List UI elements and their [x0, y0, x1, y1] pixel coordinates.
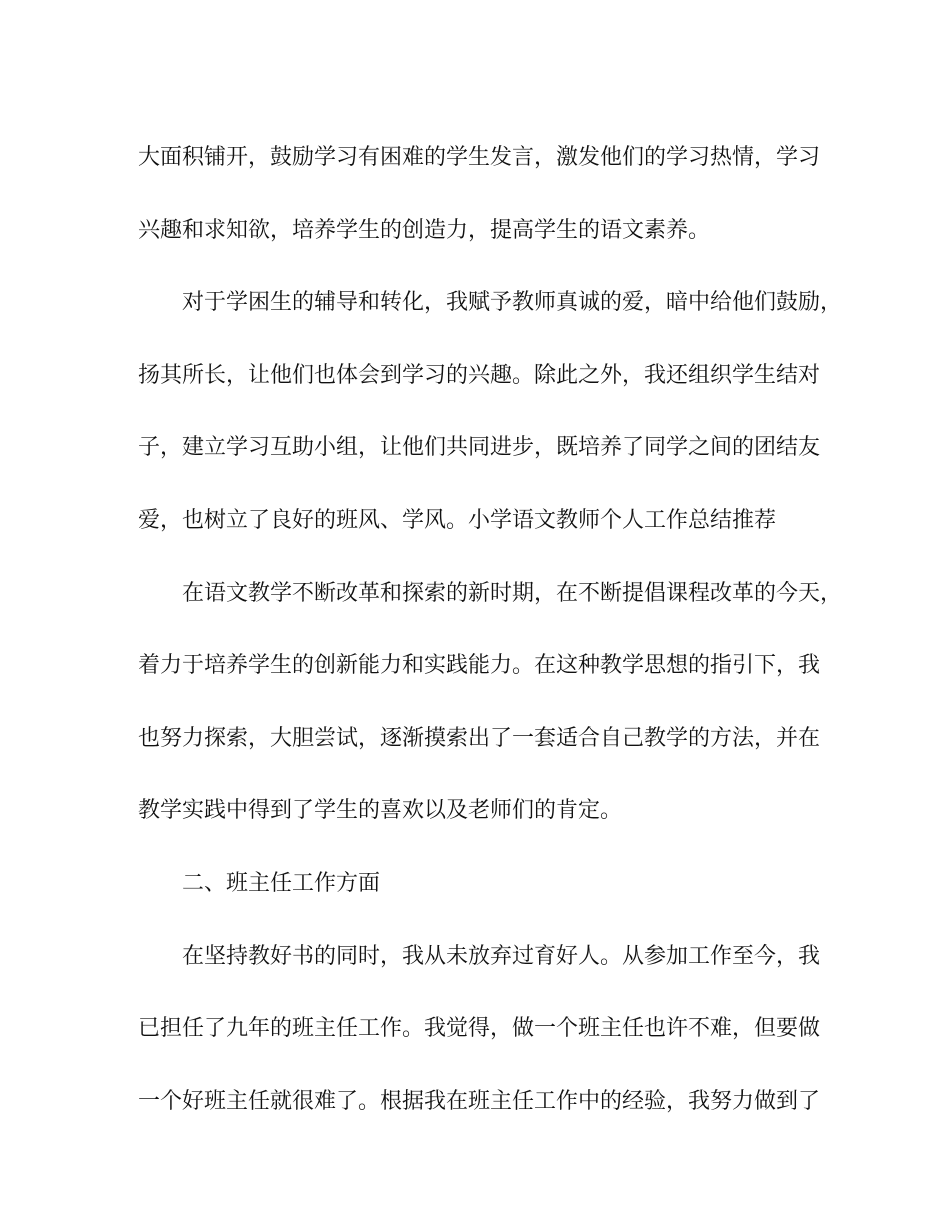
text-line-9: 也努力探索，大胆尝试，逐渐摸索出了一套适合自己教学的方法，并在: [138, 725, 821, 751]
text-line-6: 爱，也树立了良好的班风、学风。小学语文教师个人工作总结推荐: [138, 507, 777, 533]
text-line-14: 一个好班主任就很难了。根据我在班主任工作中的经验，我努力做到了: [138, 1088, 821, 1114]
document-body: [138, 140, 843, 1156]
text-line-8: 着力于培养学生的创新能力和实践能力。在这种教学思想的指引下，我: [138, 653, 821, 679]
text-line-1: 大面积铺开，鼓励学习有困难的学生发言，激发他们的学习热情，学习: [138, 145, 821, 170]
text-line-2: 兴趣和求知欲，培养学生的创造力，提高学生的语文素养。: [138, 217, 711, 243]
text-line-13: 已担任了九年的班主任工作。我觉得，做一个班主任也许不难，但要做: [138, 1016, 821, 1042]
section-heading: 二、班主任工作方面: [182, 870, 381, 896]
text-line-12: 在坚持教好书的同时，我从未放弃过育好人。从参加工作至今，我: [182, 943, 821, 969]
text-line-10: 教学实践中得到了学生的喜欢以及老师们的肯定。: [138, 798, 623, 824]
text-line-4: 扬其所长，让他们也体会到学习的兴趣。除此之外，我还组织学生结对: [138, 362, 821, 388]
text-line-3: 对于学困生的辅导和转化，我赋予教师真诚的爱，暗中给他们鼓励，: [182, 290, 843, 316]
text-line-5: 子，建立学习互助小组，让他们共同进步，既培养了同学之间的团结友: [138, 435, 821, 461]
text-line-7: 在语文教学不断改革和探索的新时期，在不断提倡课程改革的今天，: [182, 580, 843, 606]
